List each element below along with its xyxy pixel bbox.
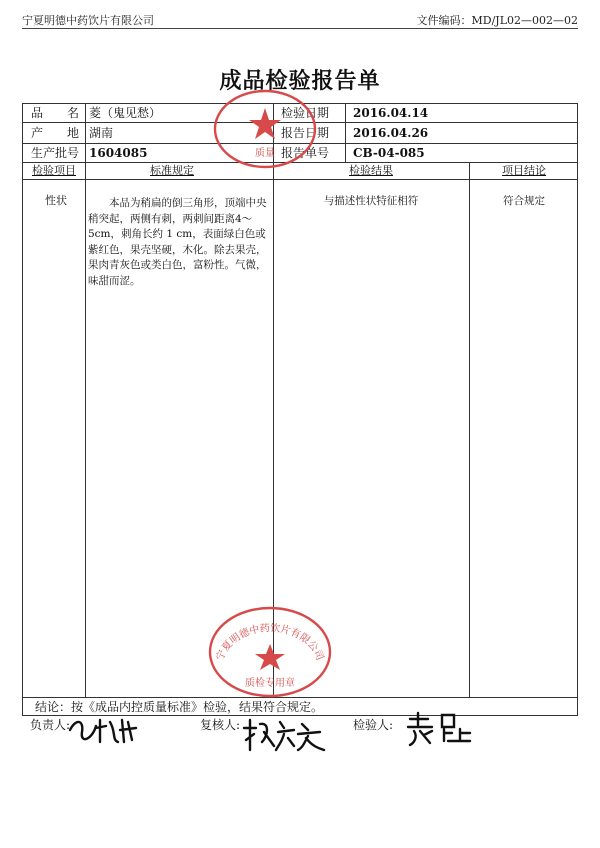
report-title: 成品检验报告单 bbox=[219, 68, 381, 94]
origin-value: 湖南 bbox=[89, 126, 114, 140]
seal-company-text: 宁夏明德中药饮片有限公司 bbox=[214, 623, 326, 663]
final-conclusion: 结论：按《成品内控质量标准》检验，结果符合规定。 bbox=[35, 700, 324, 714]
col-header-standard: 标准规定 bbox=[150, 164, 194, 177]
company-name: 宁夏明德中药饮片有限公司 bbox=[22, 14, 154, 27]
col-divider bbox=[85, 162, 86, 697]
reviewer-signature bbox=[238, 716, 330, 754]
batch-value: 1604085 bbox=[89, 146, 148, 160]
responsible-label: 负责人: bbox=[30, 718, 71, 732]
col-divider bbox=[469, 162, 470, 697]
conclusion-value: 符合规定 bbox=[503, 195, 545, 207]
reviewer-label: 复核人: bbox=[200, 718, 241, 732]
inspect-date-label: 检验日期 bbox=[281, 106, 330, 120]
report-no-label: 报告单号 bbox=[281, 146, 330, 160]
report-date-label: 报告日期 bbox=[281, 126, 330, 140]
item-value: 性状 bbox=[45, 194, 67, 207]
result-value: 与描述性状特征相符 bbox=[323, 195, 419, 207]
quality-seal-bottom bbox=[205, 604, 335, 700]
header-rule bbox=[22, 28, 578, 29]
quality-seal-top bbox=[211, 88, 319, 170]
seal-bottom-label: 质检专用章 bbox=[245, 678, 295, 689]
document-code: 文件编码：MD/JL02—002—02 bbox=[416, 14, 578, 27]
col-header-result: 检验结果 bbox=[349, 164, 393, 177]
seal-top-label: 质量 bbox=[255, 148, 275, 159]
standard-text: 本品为稍扁的倒三角形，顶端中央稍突起，两侧有刺，两刺间距离4～5cm，刺角长约 1 cm，表面绿白色或紫红色，果壳坚硬，木化。除去果壳，果肉青灰色或类白色，富粉性。气微，味甜而涩。 bbox=[88, 197, 267, 287]
col-divider bbox=[85, 104, 86, 162]
name-label: 品 名 bbox=[31, 106, 80, 120]
responsible-signature bbox=[66, 712, 146, 748]
col-header-conclusion: 项目结论 bbox=[502, 164, 546, 177]
batch-label: 生产批号 bbox=[31, 146, 80, 160]
inspector-label: 检验人: bbox=[353, 718, 394, 732]
inspector-signature bbox=[404, 711, 476, 747]
col-header-item: 检验项目 bbox=[32, 164, 76, 177]
origin-label: 产 地 bbox=[31, 126, 80, 140]
report-no-value: CB-04-085 bbox=[353, 146, 425, 160]
name-value: 菱（鬼见愁） bbox=[89, 106, 162, 120]
inspect-date-value: 2016.04.14 bbox=[353, 106, 429, 120]
report-date-value: 2016.04.26 bbox=[353, 126, 429, 140]
col-divider bbox=[345, 104, 346, 162]
row-divider bbox=[23, 179, 577, 180]
